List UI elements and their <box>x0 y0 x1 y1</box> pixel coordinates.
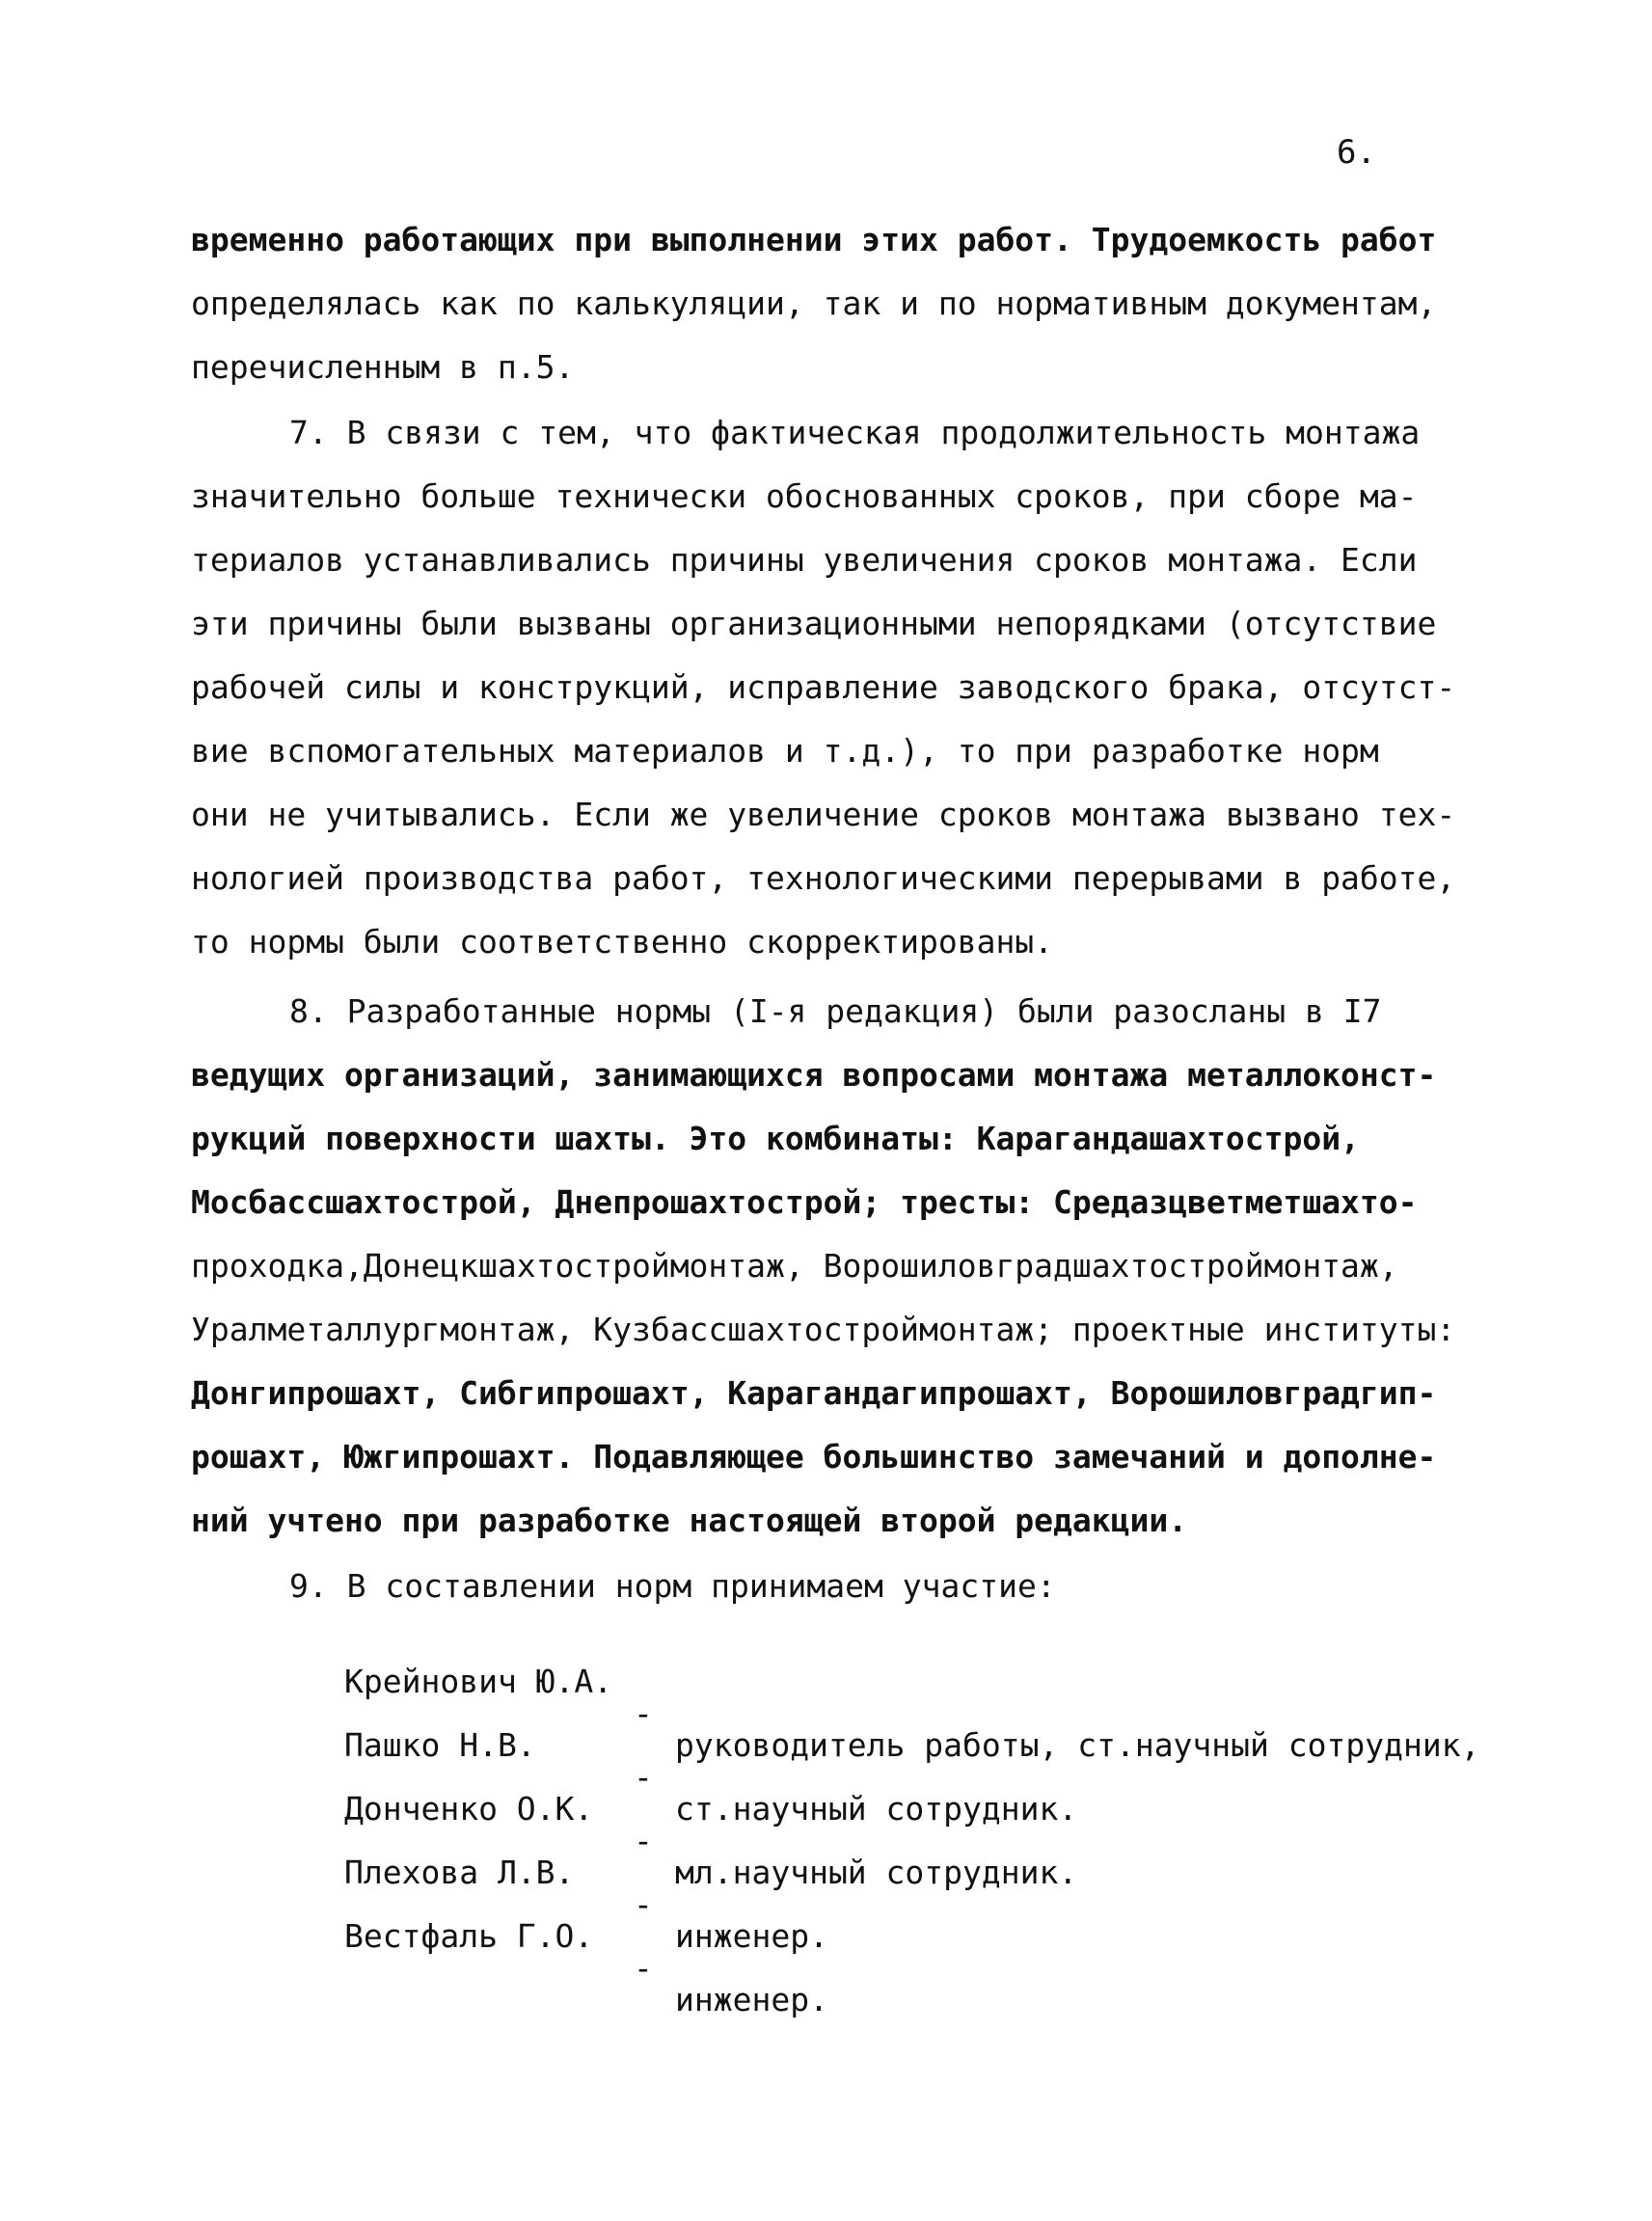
participant-role: инженер. <box>675 1917 828 1955</box>
text-line: териалов устанавливались причины увеличения сроков монтажа. Если <box>191 541 1418 579</box>
text-line: рошахт, Южгипрошахт. Подавляющее большинство замечаний и дополне- <box>191 1438 1437 1476</box>
text-line: Мосбассшахтострой, Днепрошахтострой; тресты: Средазцветметшахто- <box>191 1183 1418 1221</box>
participant-dash: - <box>634 1885 653 1923</box>
text-line: 8. Разработанные нормы (I-я редакция) были разосланы в I7 <box>289 992 1382 1030</box>
paragraph-9-intro: 9. В составлении норм принимаем участие: <box>289 1567 1056 1605</box>
text-line: Уралметаллургмонтаж, Кузбассшахтостроймонтаж; проектные институты: <box>191 1311 1456 1348</box>
participant-name: Донченко О.К. <box>344 1790 594 1828</box>
text-line: значительно больше технически обоснованных сроков, при сборе ма- <box>191 477 1418 515</box>
text-line: эти причины были вызваны организационными непорядками (отсутствие <box>191 605 1437 642</box>
text-line: ведущих организаций, занимающихся вопросами монтажа металлоконст- <box>191 1056 1437 1094</box>
text-line: нологией производства работ, технологическими перерывами в работе, <box>191 859 1456 897</box>
text-line: определялась как по калькуляции, так и по нормативным документам, <box>191 284 1437 322</box>
text-line: 7. В связи с тем, что фактическая продолжительность монтажа <box>289 414 1421 451</box>
participant-name: Вестфаль Г.О. <box>344 1917 594 1955</box>
participant-name: Пашко Н.В. <box>344 1726 536 1764</box>
text-line: временно работающих при выполнении этих работ. Трудоемкость работ <box>191 221 1437 258</box>
text-line: то нормы были соответственно скорректированы. <box>191 923 1054 961</box>
text-line: Донгипрошахт, Сибгипрошахт, Карагандагипрошахт, Ворошиловградгип- <box>191 1374 1437 1412</box>
text-line: перечисленным в п.5. <box>191 348 575 386</box>
participant-row <box>344 1888 828 2047</box>
participant-role: ст.научный сотрудник. <box>675 1790 1078 1828</box>
participant-role: инженер. <box>675 1981 828 2018</box>
text-line: рукций поверхности шахты. Это комбинаты: Карагандашахтострой, <box>191 1120 1360 1157</box>
participant-dash: - <box>634 1758 653 1796</box>
text-line: ний учтено при разработке настоящей второй редакции. <box>191 1502 1188 1539</box>
participant-dash: - <box>634 1822 653 1859</box>
text-line: проходка,Донецкшахтостроймонтаж, Ворошиловградшахтостроймонтаж, <box>191 1247 1398 1285</box>
page-number: 6. <box>1337 133 1376 172</box>
participant-role: руководитель работы, ст.научный сотрудник, <box>675 1726 1480 1764</box>
participant-dash: - <box>634 1949 653 1987</box>
participant-name: Крейнович Ю.А. <box>344 1663 613 1700</box>
text-line: рабочей силы и конструкций, исправление заводского брака, отсутст- <box>191 668 1456 706</box>
text-line: они не учитывались. Если же увеличение сроков монтажа вызвано тех- <box>191 796 1456 833</box>
participant-name: Плехова Л.В. <box>344 1854 575 1891</box>
participant-dash: - <box>634 1694 653 1732</box>
participant-role: мл.научный сотрудник. <box>675 1854 1078 1891</box>
text-line: вие вспомогательных материалов и т.д.), то при разработке норм <box>191 732 1379 770</box>
